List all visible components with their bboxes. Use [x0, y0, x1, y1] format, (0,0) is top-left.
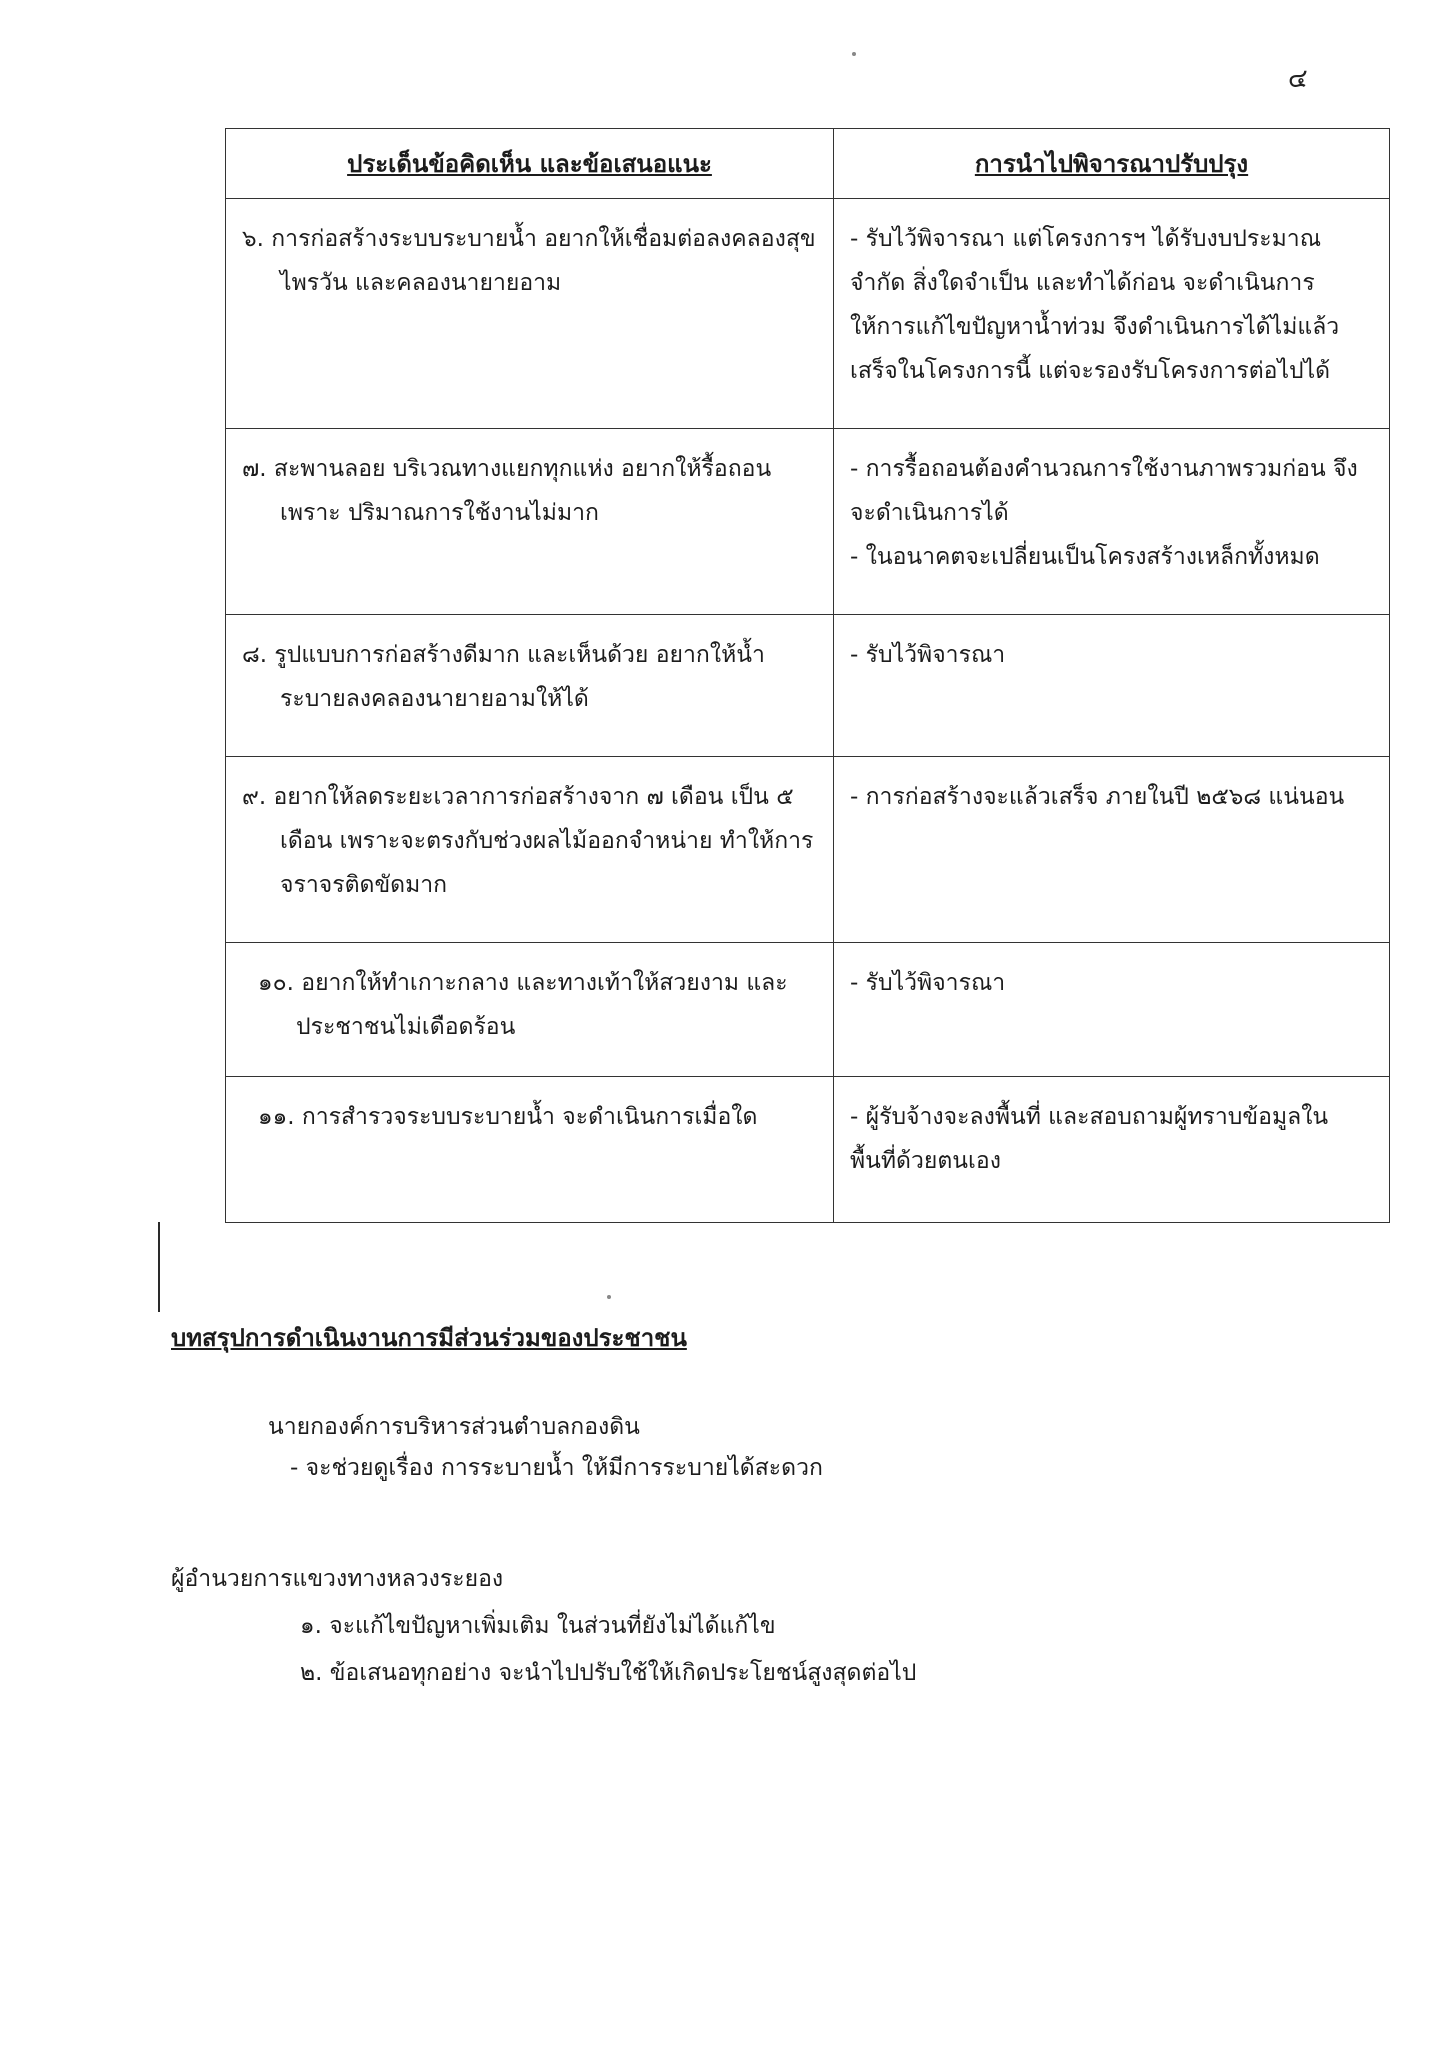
response-cell [834, 615, 1390, 757]
header-response: การนำไปพิจารณาปรับปรุง [834, 129, 1390, 199]
comment-text: ๘. รูปแบบการก่อสร้างดีมาก และเห็นด้วย อยากให้น้ำระบายลงคลองนายายอามให้ได้ [242, 642, 765, 712]
comment-cell [226, 757, 834, 943]
header-comments: ประเด็นข้อคิดเห็น และข้อเสนอแนะ [226, 129, 834, 199]
table-row [226, 943, 1390, 1077]
response-text: - รับไว้พิจารณา [850, 970, 1006, 996]
table-header-row [226, 129, 1390, 199]
response-cell [834, 199, 1390, 429]
comments-table [225, 128, 1390, 1223]
table-row [226, 757, 1390, 943]
speaker2-title: ผู้อำนวยการแขวงทางหลวงระยอง [171, 1566, 504, 1592]
speaker2-point: ๑. จะแก้ไขปัญหาเพิ่มเติม ในส่วนที่ยังไม่ได้แก้ไข [300, 1613, 776, 1639]
comment-cell [226, 1077, 834, 1223]
comment-text: ๖. การก่อสร้างระบบระบายน้ำ อยากให้เชื่อมต่อลงคลองสุขไพรวัน และคลองนายายอาม [242, 226, 816, 296]
response-text: - รับไว้พิจารณา [850, 642, 1006, 668]
response-text: - รับไว้พิจารณา แต่โครงการฯ ได้รับงบประมาณจำกัด สิ่งใดจำเป็น และทำได้ก่อน จะดำเนินการให้การแก้ไขปัญหาน้ำท่วม จึงดำเนินการได้ไม่แล้วเสร็จในโครงการนี้ แต่จะรองรับโครงการต่อไปได้ [850, 226, 1340, 384]
comment-cell [226, 943, 834, 1077]
comment-text: ๑๑. การสำรวจระบบระบายน้ำ จะดำเนินการเมื่อใด [258, 1104, 758, 1130]
table-row [226, 1077, 1390, 1223]
page-number: ๔ [1288, 64, 1308, 94]
response-cell [834, 429, 1390, 615]
speaker1-point: - จะช่วยดูเรื่อง การระบายน้ำ ให้มีการระบายได้สะดวก [290, 1455, 823, 1481]
response-text: - ผู้รับจ้างจะลงพื้นที่ และสอบถามผู้ทราบข้อมูลในพื้นที่ด้วยตนเอง [850, 1104, 1329, 1174]
summary-heading: บทสรุปการดำเนินงานการมีส่วนร่วมของประชาชน [171, 1324, 687, 1352]
comment-text: ๑๐. อยากให้ทำเกาะกลาง และทางเท้าให้สวยงาม และประชาชนไม่เดือดร้อน [258, 970, 788, 1040]
table-row [226, 615, 1390, 757]
comment-text: ๗. สะพานลอย บริเวณทางแยกทุกแห่ง อยากให้รื้อถอน เพราะ ปริมาณการใช้งานไม่มาก [242, 456, 772, 526]
comment-text: ๙. อยากให้ลดระยะเวลาการก่อสร้างจาก ๗ เดือน เป็น ๕ เดือน เพราะจะตรงกับช่วงผลไม้ออกจำหน่าย ทำให้การจราจรติดขัดมาก [242, 784, 814, 898]
speaker1-title: นายกองค์การบริหารส่วนตำบลกองดิน [268, 1414, 640, 1440]
response-cell [834, 757, 1390, 943]
response-cell [834, 943, 1390, 1077]
response-text: - ในอนาคตจะเปลี่ยนเป็นโครงสร้างเหล็กทั้งหมด [850, 544, 1320, 570]
comment-cell [226, 615, 834, 757]
scan-speck [852, 52, 856, 56]
table-row [226, 429, 1390, 615]
scan-speck [607, 1295, 611, 1299]
scan-margin-line [158, 1222, 160, 1312]
response-text: - การก่อสร้างจะแล้วเสร็จ ภายในปี ๒๕๖๘ แน่นอน [850, 784, 1345, 810]
response-cell [834, 1077, 1390, 1223]
comment-cell [226, 429, 834, 615]
table-row [226, 199, 1390, 429]
speaker2-point: ๒. ข้อเสนอทุกอย่าง จะนำไปปรับใช้ให้เกิดประโยชน์สูงสุดต่อไป [300, 1660, 917, 1686]
response-text: - การรื้อถอนต้องคำนวณการใช้งานภาพรวมก่อน จึงจะดำเนินการได้ [850, 456, 1358, 526]
comment-cell [226, 199, 834, 429]
